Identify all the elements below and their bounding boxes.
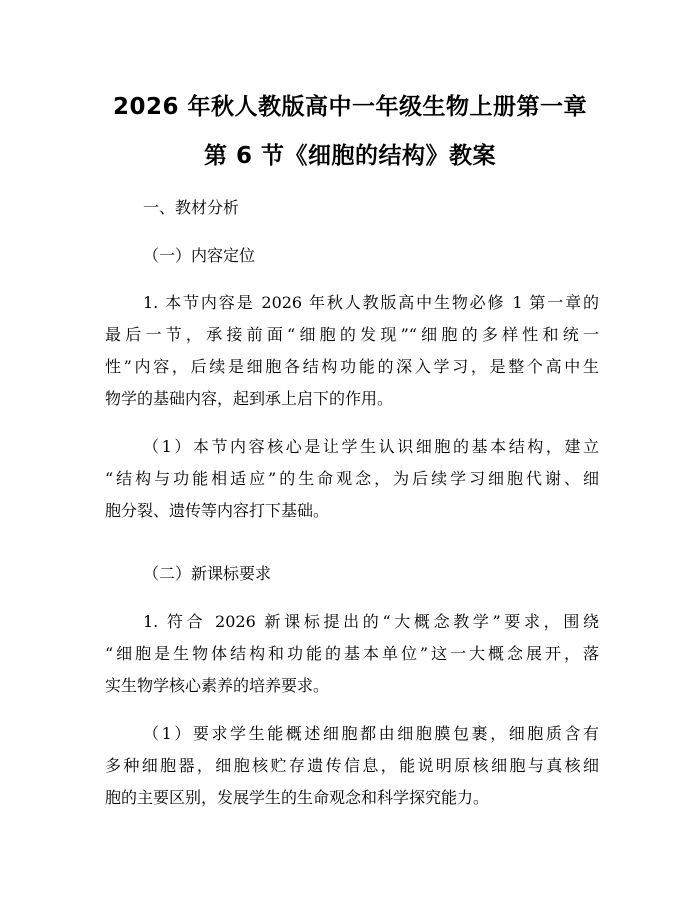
paragraph-1-line-3: 性”内容，后续是细胞各结构功能的深入学习，是整个高中生 — [105, 357, 599, 376]
paragraph-3-line-3: 实生物学核心素养的培养要求。 — [105, 676, 330, 695]
paragraph-2-line-3: 胞分裂、遗传等内容打下基础。 — [105, 501, 330, 520]
paragraph-3-line-2: “细胞是生物体结构和功能的基本单位”这一大概念展开，落 — [105, 644, 599, 663]
paragraph-1-line-1: 1. 本节内容是 2026 年秋人教版高中生物必修 1 第一章的 — [143, 293, 599, 312]
paragraph-1-line-2: 最后一节，承接前面“细胞的发现”“细胞的多样性和统一 — [105, 325, 599, 344]
document-title-line-1: 2026 年秋人教版高中一年级生物上册第一章 — [112, 94, 588, 120]
paragraph-3-line-1: 1. 符合 2026 新课标提出的“大概念教学”要求，围绕 — [143, 612, 599, 631]
subsection-heading-curriculum-requirements: （二）新课标要求 — [143, 564, 272, 583]
section-heading-textbook-analysis: 一、教材分析 — [143, 198, 240, 217]
paragraph-4-line-1: （1）要求学生能概述细胞都由细胞膜包裹，细胞质含有 — [143, 724, 599, 743]
paragraph-4-line-2: 多种细胞器，细胞核贮存遗传信息，能说明原核细胞与真核细 — [105, 756, 599, 775]
paragraph-4-line-3: 胞的主要区别，发展学生的生命观念和科学探究能力。 — [105, 788, 490, 807]
document-title-line-2: 第 6 节《细胞的结构》教案 — [203, 143, 497, 169]
paragraph-1-line-4: 物学的基础内容，起到承上启下的作用。 — [105, 389, 394, 408]
subsection-heading-content-positioning: （一）内容定位 — [143, 246, 256, 265]
paragraph-2-line-1: （1）本节内容核心是让学生认识细胞的基本结构，建立 — [143, 437, 599, 456]
paragraph-2-line-2: “结构与功能相适应”的生命观念，为后续学习细胞代谢、细 — [105, 469, 599, 488]
